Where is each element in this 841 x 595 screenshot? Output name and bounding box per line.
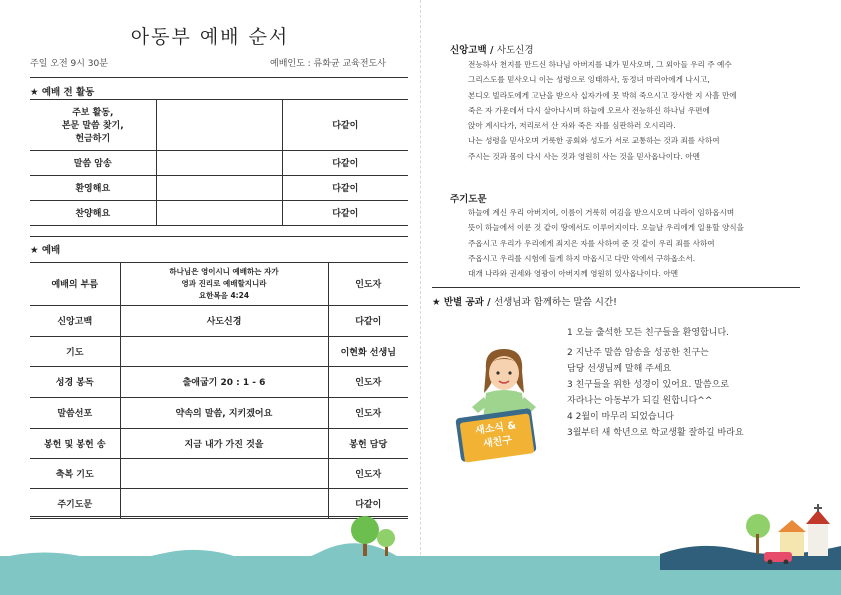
order-participant: 다같이 — [328, 488, 408, 518]
list-item: 자라나는 아동부가 되길 원합니다^^ — [567, 396, 713, 406]
order-content — [120, 336, 328, 366]
pre-worship-table — [30, 100, 408, 226]
list-item: 1 오늘 출석한 모든 친구들을 환영합니다. — [567, 328, 729, 338]
table-row — [30, 397, 408, 428]
divider — [30, 77, 408, 78]
order-content: 약속의 말씀, 지키겠어요 — [120, 397, 328, 428]
news-list — [567, 325, 744, 441]
order-participant: 봉헌 담당 — [328, 428, 408, 458]
creed-text: 전능하사 천지를 만드신 하나님 아버지를 내가 믿사오며, 그 외아들 우리 주 예수 그리스도를 믿사오니 이는 성령으로 잉태하사, 동정녀 마리아에게 나시고, 본디오 빌라도에게 고난을 받으사 십자가에 못 박혀 죽으시고 장사한 지 사흘 만에 죽은 자 가운데서 다시 살아나시며 하늘에 오르사 전능하신 하나님 우편에 앉아 계시다가, 저리로서 산 자와 죽은 자를 심판하러 오시리라. 나는 성령을 믿사오며 거룩한 공회와 성도가 서로 교통하는 것과 죄를 사하여 주시는 것과 몸이 다시 사는 것과 영원히 사는 것을 믿사옵나이다. 아멘 — [468, 60, 737, 161]
worship-heading: ★ 예배 — [30, 245, 61, 256]
order-label: 신앙고백 — [30, 305, 120, 336]
order-label: 말씀선포 — [30, 397, 120, 428]
trees-icon — [345, 512, 405, 556]
order-content — [120, 488, 328, 518]
order-label: 축복 기도 — [30, 458, 120, 488]
table-row — [30, 100, 408, 150]
order-participant: 인도자 — [328, 263, 408, 305]
lords-prayer-text: 하늘에 계신 우리 아버지여, 이름이 거룩히 여김을 받으시오며 나라이 임하옵시며 뜻이 하늘에서 이룬 것 같이 땅에서도 이루어지이다. 오늘날 우리에게 일용할 양식을 주옵시고 우리가 우리에게 죄지은 자를 사하여 준 것 같이 우리 죄를 사하여 주옵시고 우리를 시험에 들게 하지 마옵시고 다만 악에서 구하옵소서. 대개 나라와 권세와 영광이 아버지께 영원히 있사옵나이다. 아멘 — [468, 208, 744, 279]
order-participant: 이현화 선생님 — [328, 336, 408, 366]
divider — [30, 236, 408, 237]
church-house-icon — [740, 504, 840, 564]
list-item: 3 친구들을 위한 성경이 있어요. 말씀으로 — [567, 380, 729, 390]
service-time: 주일 오전 9시 30분 — [30, 59, 108, 69]
grass-wave — [0, 540, 841, 570]
activity-value — [156, 200, 282, 225]
order-label: 기도 — [30, 336, 120, 366]
activity-participant: 다같이 — [282, 200, 408, 225]
activity-value — [156, 100, 282, 150]
table-row — [30, 458, 408, 488]
activity-participant: 다같이 — [282, 100, 408, 150]
activity-label: 찬양해요 — [30, 200, 156, 225]
activity-value — [156, 175, 282, 200]
order-participant: 인도자 — [328, 458, 408, 488]
activity-participant: 다같이 — [282, 175, 408, 200]
list-item: 담당 선생님께 말해 주세요 — [567, 364, 672, 374]
list-item: 4 2월이 마무리 되었습니다 — [567, 412, 674, 422]
table-row — [30, 305, 408, 336]
class-study-heading: ★ 반별 공과 / 선생님과 함께하는 말씀 시간! — [432, 297, 617, 308]
page-title: 아동부 예배 순서 — [130, 26, 290, 48]
lords-prayer-heading: 주기도문 — [450, 194, 487, 205]
order-participant: 다같이 — [328, 305, 408, 336]
order-label: 성경 봉독 — [30, 366, 120, 397]
pre-worship-heading: ★ 예배 전 활동 — [30, 87, 95, 98]
order-content — [120, 458, 328, 488]
list-item: 3월부터 새 학년으로 학교생활 잘하길 바라요 — [567, 428, 744, 438]
table-row — [30, 263, 408, 305]
order-participant: 인도자 — [328, 397, 408, 428]
activity-participant: 다같이 — [282, 150, 408, 175]
table-row — [30, 336, 408, 366]
activity-label: 주보 활동, 본문 말씀 찾기, 헌금하기 — [30, 100, 156, 150]
table-row — [30, 428, 408, 458]
order-label: 봉헌 및 봉헌 송 — [30, 428, 120, 458]
news-badge: 새소식 & 새친구 — [460, 413, 535, 462]
order-content: 지금 내가 가진 것을 — [120, 428, 328, 458]
order-content: 출애굽기 20 : 1 - 6 — [120, 366, 328, 397]
worship-leader: 예배인도 : 류화균 교육전도사 — [270, 59, 386, 69]
table-row — [30, 175, 408, 200]
activity-label: 말씀 암송 — [30, 150, 156, 175]
divider — [432, 287, 800, 288]
activity-value — [156, 150, 282, 175]
order-content: 하나님은 영이시니 예배하는 자가 영과 진리로 예배할지니라 요한복음 4:24 — [120, 263, 328, 305]
worship-order-table — [30, 263, 408, 519]
list-item: 2 지난주 말씀 암송을 성공한 친구는 — [567, 348, 709, 358]
order-content: 사도신경 — [120, 305, 328, 336]
table-row — [30, 366, 408, 397]
order-participant: 인도자 — [328, 366, 408, 397]
page-fold-line — [420, 0, 422, 595]
table-row — [30, 150, 408, 175]
table-row — [30, 200, 408, 225]
order-label: 주기도문 — [30, 488, 120, 518]
order-label: 예배의 부름 — [30, 263, 120, 305]
activity-label: 환영해요 — [30, 175, 156, 200]
creed-heading: 신앙고백 / 사도신경 — [450, 45, 534, 56]
